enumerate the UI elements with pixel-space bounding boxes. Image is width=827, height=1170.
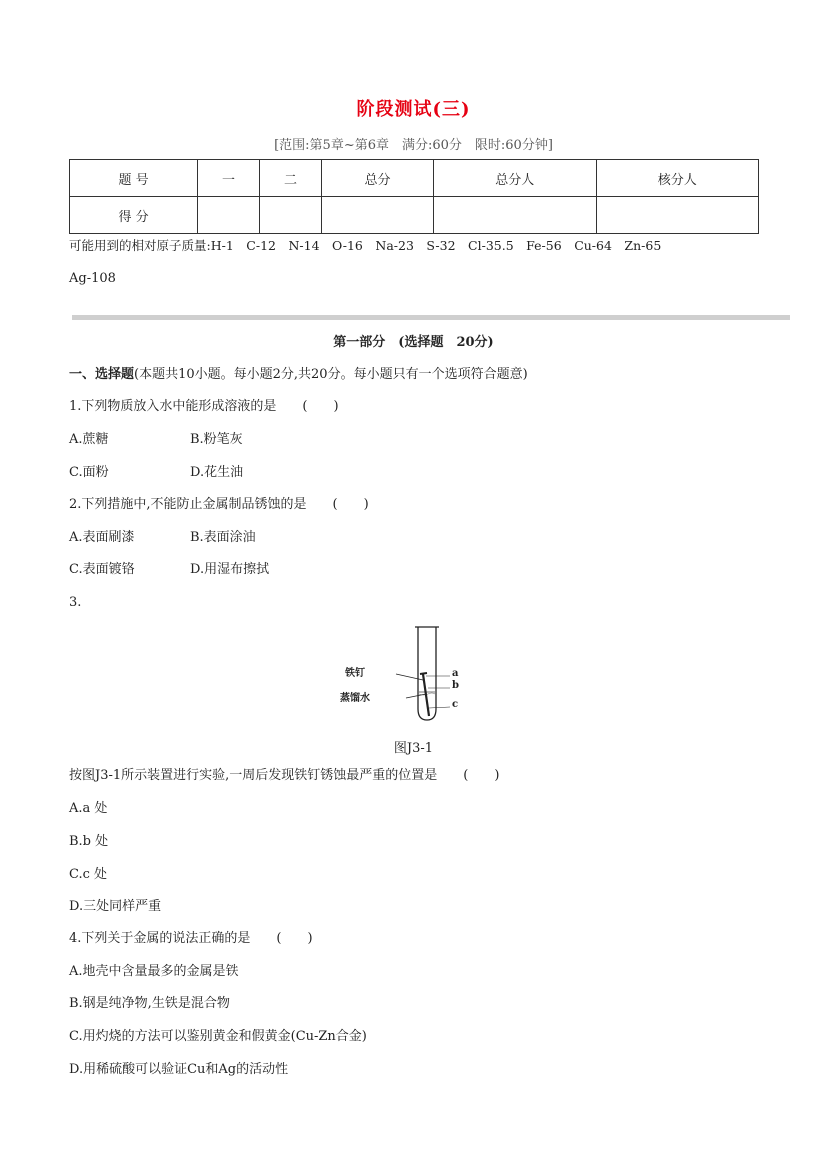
label-iron-nail: 铁钉 [345,668,365,679]
q1-stem: 1.下列物质放入水中能形成溶液的是 ( ) [69,399,339,414]
section1-heading: 一、选择题 [69,367,135,382]
score-cell[interactable] [321,197,433,234]
q4-option-b[interactable]: B.钢是纯净物,生铁是混合物 [69,996,230,1011]
score-table-score-row [70,197,759,234]
q4-option-d[interactable]: D.用稀硫酸可以验证Cu和Ag的活动性 [69,1062,289,1077]
q2-option-d[interactable]: D.用湿布擦拭 [190,562,270,577]
q1-options-row-2 [69,464,469,482]
q3-option-c[interactable]: C.c 处 [69,867,108,882]
q2-option-b[interactable]: B.表面涂油 [190,530,256,545]
q1-option-b[interactable]: B.粉笔灰 [190,432,243,447]
atomic-mass-line-1: 可能用到的相对原子质量:H-1 C-12 N-14 O-16 Na-23 S-32 Cl-35.5 Fe-56 Cu-64 Zn-65 [69,238,662,253]
score-cell[interactable] [198,197,260,234]
q2-option-c[interactable]: C.表面镀铬 [69,562,135,577]
header-cell: 总分人 [434,160,596,197]
atomic-mass-line-2: Ag-108 [69,271,116,286]
label-c: c [452,699,459,710]
q1-options-row-1 [69,431,469,449]
q3-option-a[interactable]: A.a 处 [69,801,108,816]
header-cell: 二 [260,160,322,197]
header-cell: 总分 [321,160,433,197]
score-table-header-row [70,160,759,197]
score-cell[interactable] [434,197,596,234]
q2-stem: 2.下列措施中,不能防止金属制品锈蚀的是 ( ) [69,497,369,512]
section1-note: (本题共10小题。每小题2分,共20分。每小题只有一个选项符合题意) [134,367,528,382]
q2-option-a[interactable]: A.表面刷漆 [69,530,135,545]
header-cell: 核分人 [596,160,758,197]
q1-option-d[interactable]: D.花生油 [190,465,244,480]
q2-options-row-2 [69,561,469,579]
label-b: b [452,680,459,691]
q3-number: 3. [69,595,82,610]
q3-option-b[interactable]: B.b 处 [69,834,109,849]
q1-option-a[interactable]: A.蔗糖 [69,432,109,447]
row-label-cell: 得 分 [70,197,198,234]
score-table [69,159,759,234]
label-distilled-water: 蒸馏水 [340,693,370,704]
q4-option-a[interactable]: A.地壳中含量最多的金属是铁 [69,964,239,979]
score-cell[interactable] [596,197,758,234]
section-divider [72,315,790,320]
section1-heading-line [69,366,528,384]
exam-scope: [范围:第5章~第6章 满分:60分 限时:60分钟] [274,138,553,153]
q3-option-d[interactable]: D.三处同样严重 [69,899,162,914]
figure-caption: 图J3-1 [393,741,434,756]
part1-title: 第一部分 (选择题 20分) [333,335,494,350]
score-cell[interactable] [260,197,322,234]
q3-stem: 按图J3-1所示装置进行实验,一周后发现铁钉锈蚀最严重的位置是 ( ) [69,768,500,783]
label-a: a [452,668,459,679]
q4-stem: 4.下列关于金属的说法正确的是 ( ) [69,931,313,946]
header-cell: 题 号 [70,160,198,197]
header-cell: 一 [198,160,260,197]
q4-option-c[interactable]: C.用灼烧的方法可以鉴别黄金和假黄金(Cu-Zn合金) [69,1029,367,1044]
q2-options-row-1 [69,529,469,547]
page-title: 阶段测试(三) [356,99,471,120]
q1-option-c[interactable]: C.面粉 [69,465,109,480]
